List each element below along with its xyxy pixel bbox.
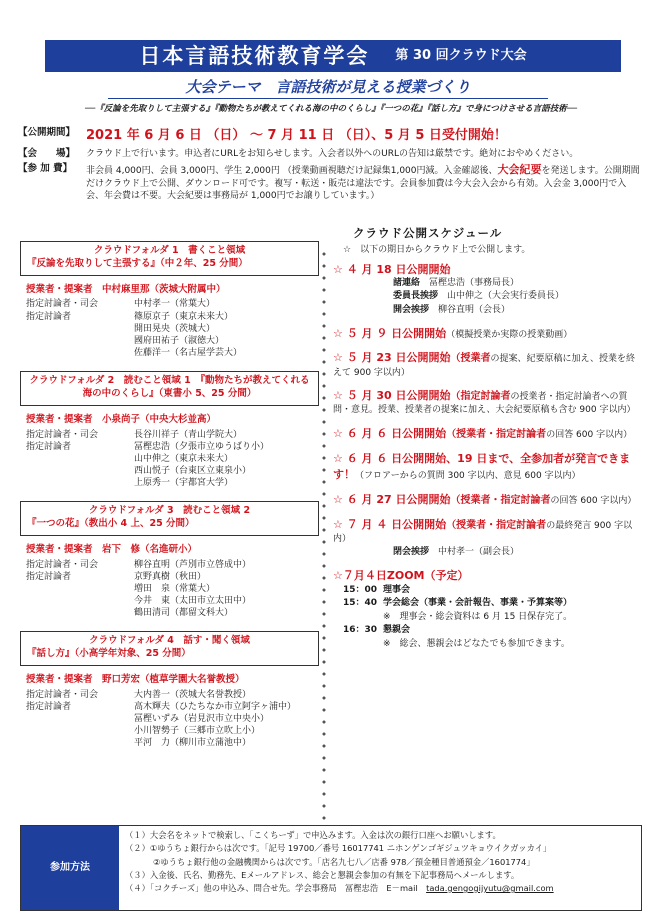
venue-row [18,148,643,161]
page-subtitle: 第 30 回クラウド大会 [395,48,527,64]
role: 指定討論者 [26,571,72,582]
presenter-line [26,737,313,749]
name: 冨樫忠浩（夕張市立ゆうばり小） [134,441,270,452]
event-em: （指定討論者 [450,391,511,403]
event-may23 [333,350,641,379]
zoom-time: 16：30 [343,625,378,636]
role [26,323,134,335]
role [26,713,134,725]
role: 指定討論者 [26,702,72,712]
event-apr18 [333,262,641,317]
folder-subject: 『反論を先取りして主張する』（中２年、25 分間） [27,257,248,269]
event-may30 [333,388,641,417]
sub-key: 開会挨拶 [393,304,430,315]
dotted-divider [322,248,326,828]
presenter-line [26,429,313,441]
event-text: の提案、紀要原稿に加え、授業を終えて 900 字以内） [333,354,636,378]
schedule-title: クラウド公開スケジュール [353,226,503,240]
event-sub [333,546,641,559]
sub-key: 諸連絡 [393,278,421,289]
folder-subject: 『一つの花』（教出小 4 上、25 分間） [27,518,195,530]
name: 中村孝一（常葉大） [134,299,216,310]
role [26,453,134,465]
folders-column [20,241,319,762]
sub-value: 中村孝一（副会長） [438,547,520,558]
name: 柳谷直明（芦別市立啓成中） [134,559,252,570]
folder-4-presenters [20,672,319,756]
sub-key: 閉会挨拶 [393,547,430,558]
sub-key: 委員長挨拶 [393,291,439,302]
name: 長谷川祥子（青山学院大） [134,429,243,440]
name: 高木輝夫（ひたちなか市立阿字ヶ浦中） [134,702,297,712]
info-block [18,127,643,205]
event-date: ☆ ７ 月 ４ 日公開開始 [333,518,447,532]
zoom-row [333,611,641,625]
folder-title: クラウドフォルダ 2 読むこと領域 1 『動物たちが教えてくれる海の中のくらし』（東書小 5、25 分間） [29,375,310,399]
zoom-item: ※ 総会、懇親会はどなたでも参加できます。 [383,638,570,649]
role: 指定討論者・司会 [26,689,99,700]
event-date: ☆ ５ 月 30 日公開開始 [333,389,451,403]
event-date: ☆７月４日ZOOM（予定） [333,569,469,583]
event-sub [333,304,641,317]
event-zoom [333,568,641,651]
presenter-line [26,323,313,335]
period-key: 【公開期間】 [18,127,76,138]
zoom-row [333,584,641,598]
role [26,583,134,595]
folder-title: クラウドフォルダ 1 書くこと領域 [93,245,246,256]
schedule-note: ☆ 以下の期日からクラウド上で公開します。 [343,244,531,255]
folder-4-header [20,631,319,666]
role [26,725,134,737]
name: 上原秀一（宇都宮大学） [134,478,234,489]
theme-description: ──『反論を先取りして主張する』『動物たちが教えてくれる海の中のくらし』『一つの花』『話し方』で身につけさせる言語技術── [84,104,578,114]
step-1: （１）大会名をネットで検索し、「こくちーず」で申込みます。入金は次の銀行口座へお願いします。 [125,830,501,840]
name: 大内善一（茨城大名誉教授） [134,689,252,700]
presenter-line [26,559,313,571]
presenter-line [26,713,313,725]
role: 指定討論者・司会 [26,559,99,570]
presenter-line [26,595,313,607]
presenter-line [26,583,313,595]
period-value: 2021 年 6 月 6 日 （日） ～ 7 月 11 日 （日）、5 月 5 日受付開始！ [86,128,507,143]
title-bar [45,40,621,72]
name: 國府田祐子（淑徳大） [134,335,225,346]
venue-key: 【会 場】 [18,147,76,159]
participation-steps [119,826,641,910]
event-em: （授業者 [450,353,491,365]
schedule-column [333,226,641,660]
step-4-text: （４）「コクチーズ」他の申込み、問合せ先。学会事務局 冨樫忠浩 E－mail [125,883,418,894]
sub-value: 柳谷直明（会長） [438,304,511,315]
folder-1-header [20,241,319,276]
zoom-time [343,638,383,652]
presenter-head: 授業者・提案者 小泉尚子（中央大杉並高） [26,413,217,425]
event-date: ☆ ６ 月 ６ 日公開開始、19 日まで、全参加者が発言できます！ [333,452,631,482]
role [26,595,134,607]
event-may9 [333,326,641,342]
zoom-row [333,638,641,652]
presenter-line [26,701,313,713]
role [26,607,134,619]
event-text: （模擬授業か実際の授業動画） [446,329,573,340]
event-sub [333,290,641,303]
zoom-item: ※ 理事会・総会資料は 6 月 15 日保存完了。 [383,611,573,622]
zoom-row [333,597,641,611]
name: 山中伸之（東京未来大） [134,453,234,464]
zoom-time [343,611,383,625]
event-date: ☆ ５ 月 ９ 日公開開始 [333,326,447,340]
event-text: の最終発言 900 字以内） [333,521,633,545]
event-jul4 [333,517,641,559]
role [26,465,134,477]
presenter-line [26,571,313,583]
name: 今井 東（太田市立太田中） [134,596,252,607]
event-date: ☆ ５ 月 23 日公開開始 [333,351,451,365]
folder-title: クラウドフォルダ 4 話す・聞く領域 [89,635,250,647]
presenter-line [26,441,313,453]
presenter-line [26,607,313,619]
role [26,737,134,749]
presenter-line [26,311,313,323]
presenter-line [26,725,313,737]
step-2b: ②ゆうちょ銀行他の金融機関からは次です。「店名九七八／店番 978／預金種目普通預金／1601774」 [153,856,535,867]
role: 指定討論者・司会 [26,299,99,310]
name: 西山悦子（台東区立東泉小） [134,466,252,476]
fee-value [86,163,643,202]
event-jun6-a [333,426,641,442]
event-em: （授業者・指定討論者 [450,494,551,506]
name: 冨樫いずみ（岩見沢市立中央小） [134,714,270,725]
folder-title: クラウドフォルダ 3 読むこと領域 2 [88,505,251,517]
fee-text-1: 非会員 4,000円、会員 3,000円、学生 2,000円 （授業動画視聴だけ記録集1,000円減。入金確認後、 [86,166,498,177]
folder-2-header [20,371,319,406]
name: 小川智勢子（三郷市立吹上小） [134,726,261,737]
presenter-line [26,453,313,465]
zoom-item: 理事会 [383,584,411,595]
event-jun6-b [333,451,641,483]
name: 平河 力（柳川市立蒲池中） [134,738,252,749]
name: 京野真樹（秋田） [134,571,207,582]
folder-1-presenters [20,282,319,366]
role: 指定討論者 [26,311,72,322]
step-4 [125,882,635,895]
sub-value: 山中伸之（大会実行委員長） [447,291,565,302]
name: 鶴田清司（都留文科大） [134,608,234,619]
name: 増田 泉（常葉大） [134,584,216,594]
contact-email-link[interactable]: tada.gengogijyutu@gmail.com [426,883,554,894]
period-row [18,127,643,145]
name: 篠原京子（東京未来大） [134,311,234,322]
page-title: 日本言語技術教育学会 [139,43,370,68]
presenter-line [26,465,313,477]
zoom-time: 15：40 [343,598,378,609]
venue-value: クラウド上で行います。申込者にURLをお知らせします。入会者以外へのURLの告知は厳禁です。絶対におやめください。 [86,148,579,159]
role [26,477,134,489]
event-date: ☆ ６ 月 ６ 日公開開始 [333,427,447,441]
zoom-row [333,624,641,638]
folder-subject: 『話し方』（小高学年対象、25 分間） [27,648,191,660]
name: 開田晃央（茨城大） [134,323,216,334]
fee-text-2: を発送します。公開期間だけクラウド上で公開、ダウンロード可です。複写・転送・販売は違法です。会員参加費は今大会入会から有効。入会金 3,000円で入会、年会費は不要。大会紀要は事務局が 1,000円でお譲りしています。） [86,166,640,202]
sub-value: 冨樫忠浩（事務局長） [429,278,520,289]
event-em: （授業者・指定討論者 [446,429,547,441]
folder-2-presenters [20,412,319,496]
presenter-head: 授業者・提案者 岩下 修（名進研小） [26,543,198,555]
zoom-item: 懇親会 [383,625,411,636]
event-em: （授業者・指定討論者 [446,520,547,532]
event-text: の回答 600 字以内） [550,495,637,506]
role: 指定討論者・司会 [26,429,99,440]
presenter-line [26,347,313,359]
presenter-line [26,477,313,489]
fee-emphasis: 大会紀要 [497,163,542,177]
conference-theme: 大会テーマ 言語技術が見える授業づくり [108,77,548,99]
participation-label: 参加方法 [21,826,119,910]
event-text: の授業者・指定討論者への質問・意見。授業、授業者の提案に加え、大会紀要原稿も含む 900 字以内） [333,392,636,416]
role [26,335,134,347]
step-3: （３）入金後、氏名、勤務先、Eメールアドレス、総会と懇親会参加の有無を下記事務局へメールします。 [125,869,520,880]
name: 佐藤洋一（名古屋学芸大） [134,348,243,358]
step-2: （２）①ゆうちょ銀行からは次です。「記号 19700／番号 16017741 ニホンゲンゴギジュツキョウイクガッカイ」 [125,843,552,854]
event-date: ☆ ６ 月 27 日公開開始 [333,492,451,506]
presenter-head: 授業者・提案者 野口芳宏（植草学園大名誉教授） [26,674,245,686]
presenter-line [26,335,313,347]
folder-3-presenters [20,542,319,626]
presenter-line [26,298,313,310]
event-text: の回答 600 字以内） [546,430,633,441]
zoom-time: 15：00 [343,584,378,595]
participation-box [20,825,642,911]
event-date: ☆ ４ 月 18 日公開開始 [333,262,451,276]
role: 指定討論者 [26,441,72,452]
presenter-head: 授業者・提案者 中村麻里那（茨城大附属中） [26,283,226,295]
folder-3-header [20,501,319,536]
fee-row [18,163,643,202]
zoom-item: 学会総会（事業・会計報告、事業・予算案等） [383,598,573,609]
fee-key: 【参 加 費】 [18,163,73,175]
presenter-line [26,689,313,701]
role [26,347,134,359]
event-jun27 [333,492,641,508]
event-sub [333,277,641,290]
event-text: （フロアーからの質問 300 字以内、意見 600 字以内） [355,471,581,482]
